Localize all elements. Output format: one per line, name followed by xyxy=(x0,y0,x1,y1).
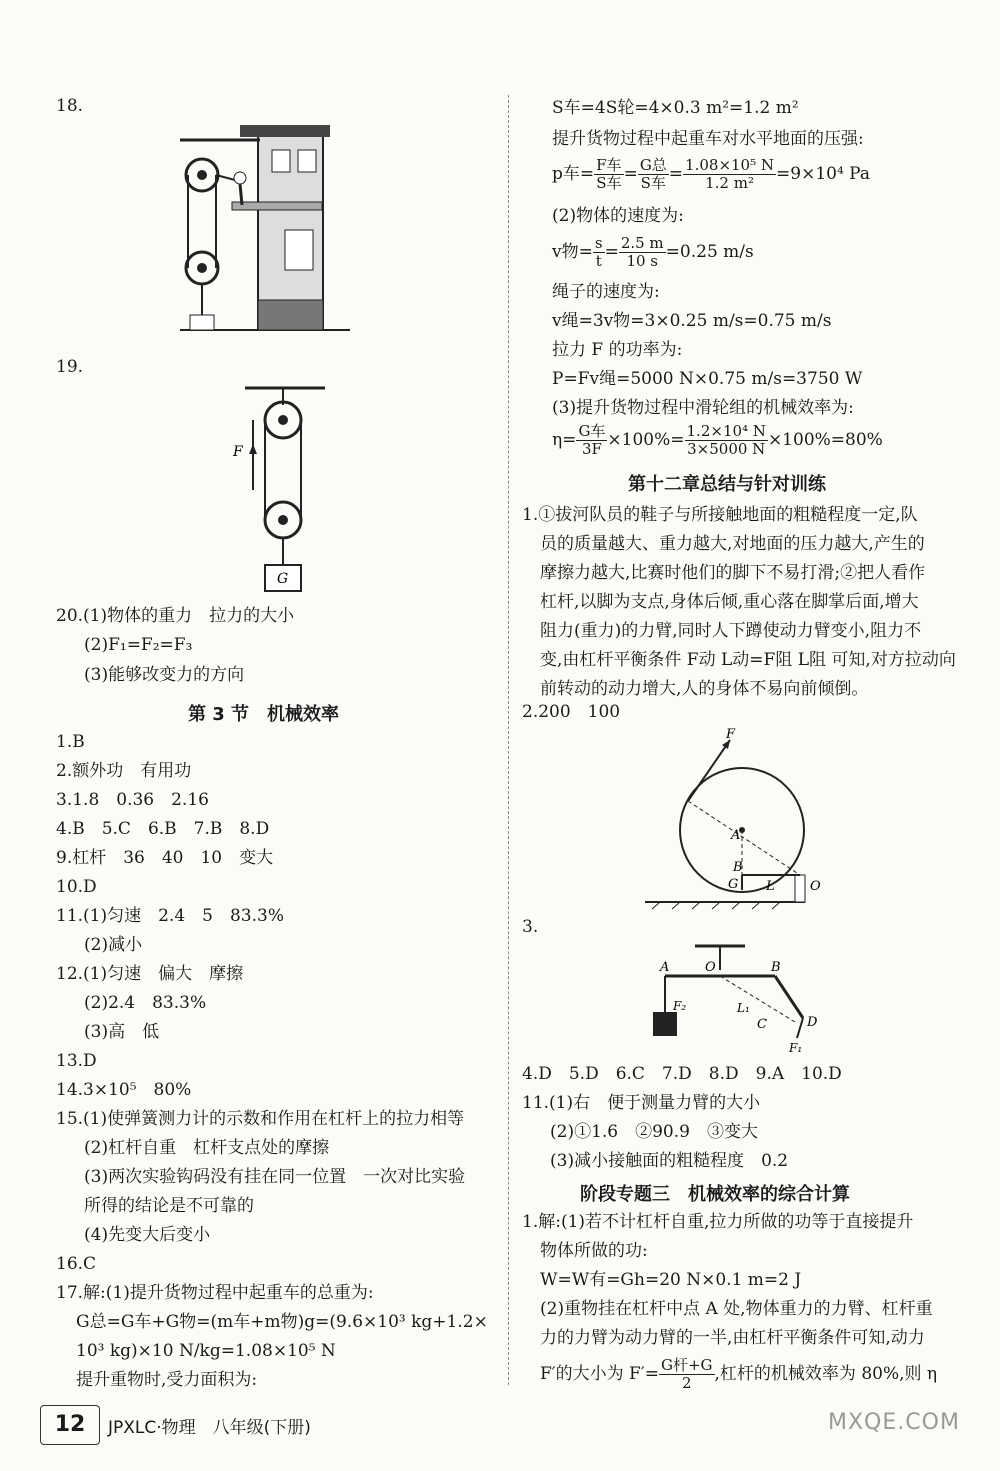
answer-15-2: (2)杠杆自重 杠杆支点处的摩擦 xyxy=(84,1138,330,1158)
answer-11-2: (2)减小 xyxy=(84,935,143,955)
answer-9: 9.杠杆 36 40 10 变大 xyxy=(56,848,274,868)
answer-15-3: (3)两次实验钩码没有挂在同一位置 一次对比实验 xyxy=(84,1167,466,1187)
q20-line-3: (3)能够改变力的方向 xyxy=(84,665,245,685)
c3-label-c: C xyxy=(757,1017,767,1032)
topic-title: 阶段专题三 机械效率的综合计算 xyxy=(580,1184,850,1205)
r-power: P=Fv绳=5000 N×0.75 m/s=3750 W xyxy=(552,369,863,389)
r-efficiency-formula: η= $\frac{\text{G车}}{3F}$ ×100%= $\frac{\text{1.2×10⁴ N}}{3\times 5000 N}$ ×100%=80% xyxy=(552,422,883,458)
c2-label-o: O xyxy=(810,879,821,894)
c4-10-answers: 4.D 5.D 6.C 7.D 8.D 9.A 10.D xyxy=(522,1064,842,1084)
c3-label-d: D xyxy=(807,1015,818,1030)
c11-line-2: (2)①1.6 ②90.9 ③变大 xyxy=(550,1122,758,1142)
c3-number: 3. xyxy=(522,917,539,937)
answer-17-3: 10³ kg)×10 N/kg=1.08×10⁵ N xyxy=(76,1341,336,1361)
c3-label-f1: F₁ xyxy=(789,1041,803,1055)
answer-4-8: 4.B 5.C 6.B 7.B 8.D xyxy=(56,819,270,839)
q19-label-f: F xyxy=(233,444,243,460)
t1-line-3: W=W有=Gh=20 N×0.1 m=2 J xyxy=(540,1270,802,1290)
q19-label-g: G xyxy=(277,571,289,587)
r-area: S车=4S轮=4×0.3 m²=1.2 m² xyxy=(552,98,799,118)
q20-line-1: 20.(1)物体的重力 拉力的大小 xyxy=(56,606,295,626)
c2-label-f: F xyxy=(726,727,736,742)
c11-line-3: (3)减小接触面的粗糙程度 0.2 xyxy=(550,1151,789,1171)
q19-number: 19. xyxy=(56,357,84,377)
c3-label-b: B xyxy=(771,960,781,975)
answer-11-1: 11.(1)匀速 2.4 5 83.3% xyxy=(56,906,284,926)
c1-line-4: 杠杆,以脚为支点,身体后倾,重心落在脚掌后面,增大 xyxy=(540,592,919,612)
answer-12-2: (2)2.4 83.3% xyxy=(84,993,207,1013)
t1-line-6: F′的大小为 F′= $\frac{\text{G杆+G}}{2}$ ,杠杆的机械效率为 80%,则 η xyxy=(540,1356,938,1392)
c3-label-f2: F₂ xyxy=(673,999,687,1013)
book-title: JPXLC·物理 八年级(下册) xyxy=(108,1418,311,1438)
t1-line-5: 力的力臂为动力臂的一半,由杠杆平衡条件可知,动力 xyxy=(540,1328,925,1348)
answer-12-1: 12.(1)匀速 偏大 摩擦 xyxy=(56,964,244,984)
r-pressure-heading: 提升货物过程中起重车对水平地面的压强: xyxy=(552,129,864,149)
r-speed-formula: v物= $\frac{s}{t}$ = $\frac{2.5 m}{10 s}$ =0.25 m/s xyxy=(552,234,754,270)
c2-label-l: L xyxy=(766,879,775,894)
c2-answer: 2.200 100 xyxy=(522,702,621,722)
r-rope-speed: v绳=3v物=3×0.25 m/s=0.75 m/s xyxy=(552,311,832,331)
r-rope-heading: 绳子的速度为: xyxy=(552,282,660,302)
c3-label-l1: L₁ xyxy=(737,1001,750,1015)
q18-pulley-building-figure xyxy=(180,120,350,335)
c3-label-a: A xyxy=(660,960,670,975)
answer-13: 13.D xyxy=(56,1051,97,1071)
c2-wheel-lever-figure xyxy=(640,725,840,910)
r-efficiency-heading: (3)提升货物过程中滑轮组的机械效率为: xyxy=(552,398,854,418)
answer-17-4: 提升重物时,受力面积为: xyxy=(76,1370,258,1390)
c1-line-2: 员的质量越大、重力越大,对地面的压力越大,产生的 xyxy=(540,534,925,554)
q20-line-2: (2)F₁=F₂=F₃ xyxy=(84,635,193,655)
t1-line-1: 1.解:(1)若不计杠杆自重,拉力所做的功等于直接提升 xyxy=(522,1212,914,1232)
answer-17-1: 17.解:(1)提升货物过程中起重车的总重为: xyxy=(56,1283,374,1303)
column-divider xyxy=(508,95,509,1385)
section-title: 第 3 节 机械效率 xyxy=(188,704,340,725)
watermark-text: MXQE.COM xyxy=(828,1410,960,1435)
page-number: 12 xyxy=(40,1405,100,1445)
t1-line-2: 物体所做的功: xyxy=(540,1241,648,1261)
q19-pulley-system-figure xyxy=(225,380,335,595)
c3-lever-figure xyxy=(645,940,825,1058)
answer-10: 10.D xyxy=(56,877,97,897)
c2-label-g: G xyxy=(728,877,739,892)
answer-2: 2.额外功 有用功 xyxy=(56,761,192,781)
answer-17-2: G总=G车+G物=(m车+m物)g=(9.6×10³ kg+1.2× xyxy=(76,1312,488,1332)
answer-3: 3.1.8 0.36 2.16 xyxy=(56,790,209,810)
r-power-heading: 拉力 F 的功率为: xyxy=(552,340,683,360)
t1-line-4: (2)重物挂在杠杆中点 A 处,物体重力的力臂、杠杆重 xyxy=(540,1299,933,1319)
answer-1: 1.B xyxy=(56,732,85,752)
answer-15-1: 15.(1)使弹簧测力计的示数和作用在杠杆上的拉力相等 xyxy=(56,1109,465,1129)
answer-15-4: (4)先变大后变小 xyxy=(84,1225,211,1245)
answer-12-3: (3)高 低 xyxy=(84,1022,160,1042)
r-speed-heading: (2)物体的速度为: xyxy=(552,206,684,226)
answer-16: 16.C xyxy=(56,1254,97,1274)
c11-line-1: 11.(1)右 便于测量力臂的大小 xyxy=(522,1093,761,1113)
answer-14: 14.3×10⁵ 80% xyxy=(56,1080,192,1100)
answer-15-3-cont: 所得的结论是不可靠的 xyxy=(84,1196,254,1216)
c3-label-o: O xyxy=(705,960,716,975)
c2-label-a: A xyxy=(731,828,741,843)
r-pressure-formula: p车= $\frac{\text{F车}}{\text{S车}}$ = $\frac{\text{G总}}{\text{S车}}$ = $\frac{\text{1.08×10⁵ N}}{\text{1.2 m²}}$ =9×10⁴ Pa xyxy=(552,156,870,192)
c1-line-6: 变,由杠杆平衡条件 F动 L动=F阻 L阻 可知,对方拉动向 xyxy=(540,650,956,670)
chapter-title: 第十二章总结与针对训练 xyxy=(628,474,826,495)
page-footer xyxy=(40,1405,400,1449)
c1-line-5: 阻力(重力)的力臂,同时人下蹲使动力臂变小,阻力不 xyxy=(540,621,922,641)
c2-label-b: B xyxy=(733,860,743,875)
c1-line-3: 摩擦力越大,比赛时他们的脚下不易打滑;②把人看作 xyxy=(540,563,926,583)
c1-line-1: 1.①拔河队员的鞋子与所接触地面的粗糙程度一定,队 xyxy=(522,505,918,525)
q18-number: 18. xyxy=(56,96,84,116)
c1-line-7: 前转动的动力增大,人的身体不易向前倾倒。 xyxy=(540,679,869,699)
